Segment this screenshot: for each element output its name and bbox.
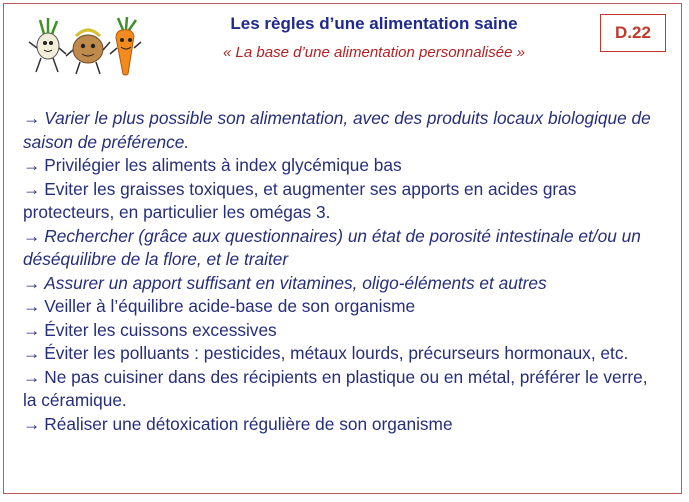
rule-text: Éviter les polluants : pesticides, métaux lourds, précurseurs hormonaux, etc.	[44, 343, 629, 363]
rule-item	[23, 366, 653, 413]
rule-item	[23, 107, 653, 154]
rule-text: Veiller à l’équilibre acide-base de son organisme	[44, 296, 416, 316]
rule-item	[23, 225, 653, 272]
rule-item	[23, 272, 653, 296]
rule-item	[23, 413, 653, 437]
arrow-icon: →	[23, 319, 41, 340]
document-frame	[3, 3, 682, 494]
arrow-icon: →	[23, 225, 41, 246]
rule-text: Ne pas cuisiner dans des récipients en plastique ou en métal, préférer le verre, la céramique.	[23, 366, 648, 410]
arrow-icon: →	[23, 296, 41, 316]
arrow-icon: →	[23, 343, 41, 363]
arrow-icon: →	[23, 178, 41, 199]
rule-item	[23, 178, 653, 225]
rule-item	[23, 319, 653, 343]
rule-item	[23, 154, 653, 178]
rule-text: Réaliser une détoxication régulière de son organisme	[44, 413, 453, 434]
arrow-icon: →	[23, 155, 41, 175]
document-code-badge: D.22	[600, 14, 666, 52]
rule-text: Eviter les graisses toxiques, et augmenter ses apports en acides gras protecteurs, en particulier les omégas 3.	[23, 178, 577, 222]
rule-text: Assurer un apport suffisant en vitamines, oligo-éléments et autres	[44, 272, 547, 293]
arrow-icon: →	[23, 108, 41, 128]
rules-list	[23, 107, 653, 436]
arrow-icon: →	[23, 272, 41, 293]
rule-item	[23, 342, 653, 366]
page-subtitle: « La base d’une alimentation personnalisée »	[223, 44, 525, 61]
rule-text: Rechercher (grâce aux questionnaires) un état de porosité intestinale et/ou un déséquilibre de la flore, et le traiter	[23, 225, 641, 269]
arrow-icon: →	[23, 413, 41, 434]
arrow-icon: →	[23, 366, 41, 387]
rule-item	[23, 295, 653, 319]
cartoon-vegetables-logo	[26, 16, 144, 78]
page-title: Les règles d’une alimentation saine	[230, 14, 518, 33]
rule-text: Varier le plus possible son alimentation, avec des produits locaux biologique de saison de préférence.	[23, 108, 651, 152]
rule-text: Privilégier les aliments à index glycémique bas	[44, 155, 402, 175]
rule-text: Éviter les cuissons excessives	[44, 319, 277, 340]
